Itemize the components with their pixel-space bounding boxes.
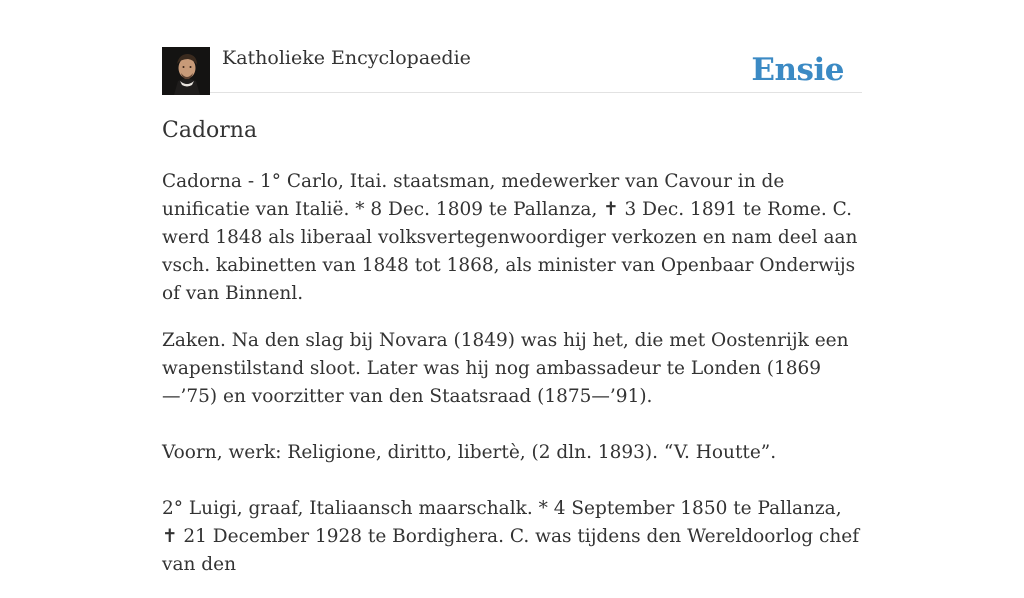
article-title: Cadorna — [162, 118, 258, 143]
portrait-avatar-icon[interactable] — [162, 47, 210, 95]
portrait-avatar-graphic — [162, 47, 210, 95]
site-title[interactable]: Katholieke Encyclopaedie — [222, 47, 471, 69]
ensie-logo[interactable]: Ensie — [751, 52, 844, 88]
article-page — [162, 0, 862, 575]
article-body — [162, 168, 862, 598]
article-paragraph-4: 2° Luigi, graaf, Italiaansch maarschalk. * 4 September 1850 te Pallanza, ✝ 21 December 1928 te Bordighera. C. was tijdens den Wereldoorlog chef van den — [162, 498, 860, 575]
article-paragraph-1: Cadorna - 1° Carlo, Itai. staatsman, medewerker van Cavour in de unificatie van Italië. * 8 Dec. 1809 te Pallanza, ✝ 3 Dec. 1891 te Rome. C. werd 1848 als liberaal volksvertegenwoordiger verkozen en nam deel aan vsch. kabinetten van 1848 tot 1868, als minister van Openbaar Onderwijs of van Binnenl. — [162, 171, 858, 304]
article-paragraph-2: Zaken. Na den slag bij Novara (1849) was hij het, die met Oostenrijk een wapenstilstand sloot. Later was hij nog ambassadeur te Londen (1869—’75) en voorzitter van den Staatsraad (1875—’91). — [162, 330, 849, 407]
article-paragraph-3: Voorn, werk: Religione, diritto, libertè, (2 dln. 1893). “V. Houtte”. — [162, 442, 777, 463]
site-header — [162, 44, 862, 93]
